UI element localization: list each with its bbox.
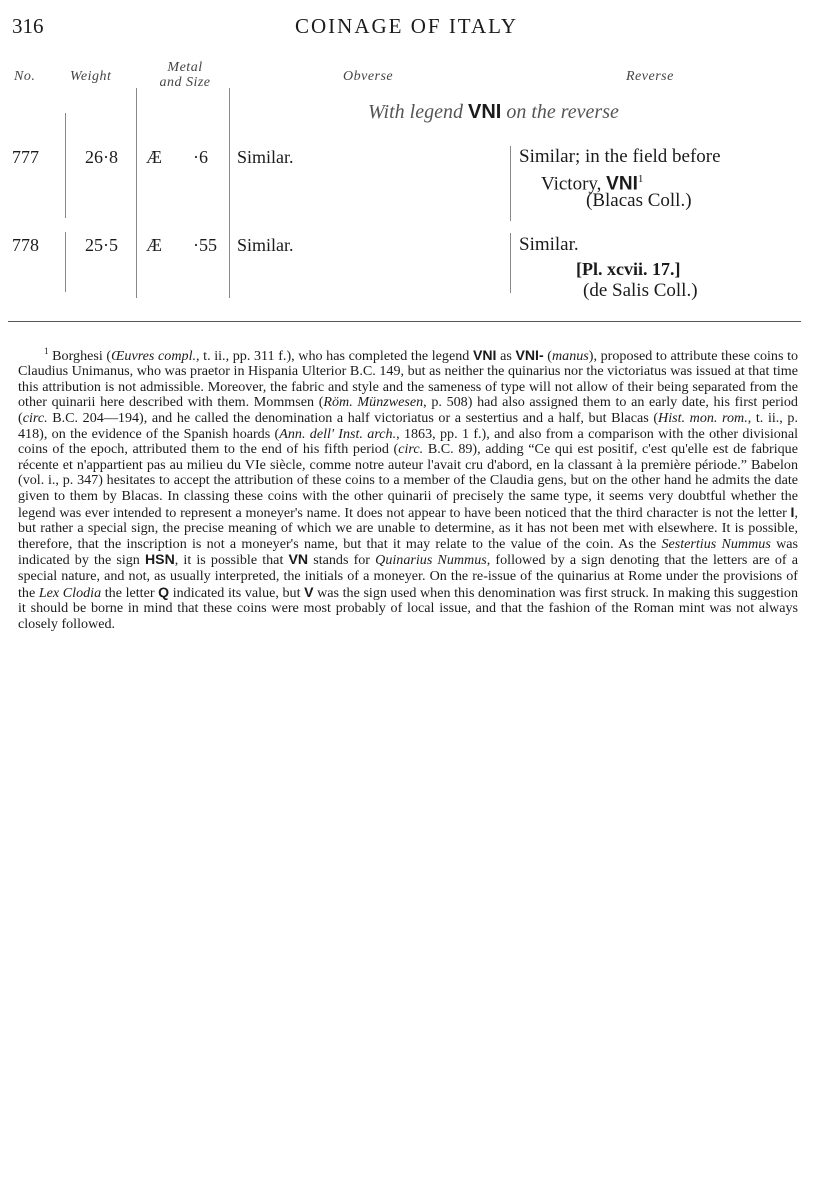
footnote-text-run: Q [158, 583, 170, 600]
row-size: ·55 [193, 235, 217, 255]
footnote-text-run: VNI [472, 346, 497, 363]
row-obverse: Similar. [237, 147, 294, 167]
footnote-text-run: HSN [144, 551, 175, 568]
column-header-metal: Metal [167, 60, 203, 75]
footnote-text-run: indicated its value, but [169, 584, 305, 601]
footnote-text-run: Hist. mon. rom. [658, 410, 748, 427]
footnote-text-run: Ann. dell' Inst. arch. [279, 425, 397, 442]
footnote-text-run: Sestertius Nummus [661, 535, 771, 552]
row-collection: (Blacas Coll.) [586, 190, 692, 211]
row-reverse-line1: Similar. [519, 234, 579, 255]
footnote-body [18, 348, 798, 632]
page-number: 316 [12, 14, 44, 38]
footnote-rule [8, 321, 801, 322]
row-obverse: Similar. [237, 235, 294, 255]
section-heading-post: on the reverse [501, 101, 619, 123]
footnote-text-run: as [496, 347, 516, 364]
footnote-text-run: , 1863, pp. 1 f.), and also from a comparison with the other divisional coins of the epoch, attributed them to the end of his fifth period ( [18, 425, 798, 458]
footnote-text-run: , p. 508) had also assigned them to an early date, his first period ( [18, 394, 798, 427]
section-heading-legend: VNI [467, 101, 502, 123]
footnote-text-run: the letter [101, 584, 159, 601]
row-reverse-legend: VNI [606, 173, 638, 195]
footnote-text-run: ( [543, 347, 552, 364]
footnote-text-run: was indicated by the sign [18, 535, 798, 569]
footnote-text-run: Röm. Münzwesen [323, 394, 424, 411]
column-header-reverse: Reverse [626, 69, 674, 84]
footnote-text-run: B.C. 89), adding “Ce qui est positif, c'est qu'elle est de fabrique récente et n'appartient pas au milieu du VIe siècle, comme notre auteur l'avait cru d'abord, en la classant à la première période.” Babelon (vol. i., p. 347) hesitates to accept the attribution of these coins to a member of the Claudia gens, but on the other hand he admits the date given to them by Blacas. In classing these coins with the other quinarii of precisely the same type, it seems very doubtful whether the legend was ever intended to represent a moneyer's name. It does not appear to have been noticed that the third character is not the letter [18, 441, 798, 521]
column-header-size: and Size [159, 75, 211, 90]
footnote-text-run: B.C. [349, 363, 376, 380]
footnote-text-run: , t. ii., pp. 311 f.), who has completed the legend [196, 347, 473, 364]
footnote-text-run: ), proposed to attribute these coins to Claudius Unimanus, who was praetor in Hispania Ulterior [18, 347, 799, 380]
footnote-text-run: , it is possible that [174, 552, 289, 569]
section-heading [368, 101, 619, 124]
row-weight: 25·5 [85, 235, 118, 255]
row-metal: Æ [146, 235, 163, 255]
column-divider [229, 88, 230, 298]
footnote-text-run: V [304, 583, 314, 600]
footnote-text-run: , but rather a special sign, the precise meaning of which we are unable to determine, as it has not been met with elsewhere. It is possible, therefore, that the inscription is not a moneyer's name, but that it may relate to the value of the coin. As the [18, 504, 798, 552]
footnote-text-run: Quinarius Nummus [375, 552, 487, 569]
footnote-text-run: circ. [22, 410, 48, 427]
footnote-text-run: manus [551, 347, 589, 364]
row-reverse-line1: Similar; in the field before [519, 146, 721, 167]
column-header-metal-size [146, 60, 224, 90]
column-divider [510, 233, 511, 293]
footnote-text-run: VN [288, 551, 309, 568]
footnote-text-run: was the sign used when this denomination was first struck. In making this suggestion it should be borne in mind that these coins were most probably of local issue, and that the fashion of the Roman mint was not always closely followed. [18, 584, 798, 632]
row-metal: Æ [146, 147, 163, 167]
footnote-text-run: circ. [398, 441, 424, 458]
footnote-marker: 1 [44, 346, 49, 356]
row-size: ·6 [193, 147, 208, 167]
footnote [18, 344, 798, 632]
column-header-weight: Weight [70, 69, 112, 84]
footnote-text-run: Borghesi ( [52, 347, 112, 364]
footnote-text-run: Œuvres compl. [111, 347, 197, 364]
footnote-text-run: B.C. 204—194), and he called the denomination a half victoriatus or a sestertius and a half, but Blacas ( [47, 410, 659, 427]
row-number: 777 [12, 147, 39, 167]
column-divider [136, 88, 137, 298]
column-header-obverse: Obverse [343, 69, 394, 84]
row-reverse-line2-text: Victory, [541, 173, 607, 195]
row-collection: (de Salis Coll.) [583, 280, 698, 301]
plate-reference: [Pl. xcvii. 17.] [576, 259, 681, 279]
column-header-no: No. [14, 69, 36, 84]
footnote-text-run: Lex Clodia [38, 584, 102, 601]
section-heading-pre: With legend [368, 101, 468, 123]
footnote-text-run: VNI- [515, 346, 544, 363]
running-head: COINAGE OF ITALY [294, 14, 519, 38]
row-weight: 26·8 [85, 147, 118, 167]
footnote-text-run: , followed by a sign denoting that the letters are of a special nature, and not, as usually interpreted, the initials of a moneyer. On the re-issue of the quinarius at Rome under the provisions of the [18, 552, 798, 601]
row-number: 778 [12, 235, 39, 255]
column-divider [65, 232, 66, 292]
footnote-reference: 1 [637, 173, 644, 185]
footnote-text-run: 149, but as neither the quinarius nor the victoriatus was issued at that time this attribution is not admissible. Moreover, the fabric and style and the sameness of type will not allow of their being separated from the other quinarii here described with them. Mommsen ( [18, 363, 798, 411]
footnote-text-run: I [790, 503, 795, 520]
footnote-text-run: stands for [308, 552, 376, 569]
footnote-text-run: , t. ii., p. 418), on the evidence of the Spanish hoards ( [18, 410, 798, 442]
column-divider [65, 113, 66, 218]
column-divider [510, 146, 511, 221]
